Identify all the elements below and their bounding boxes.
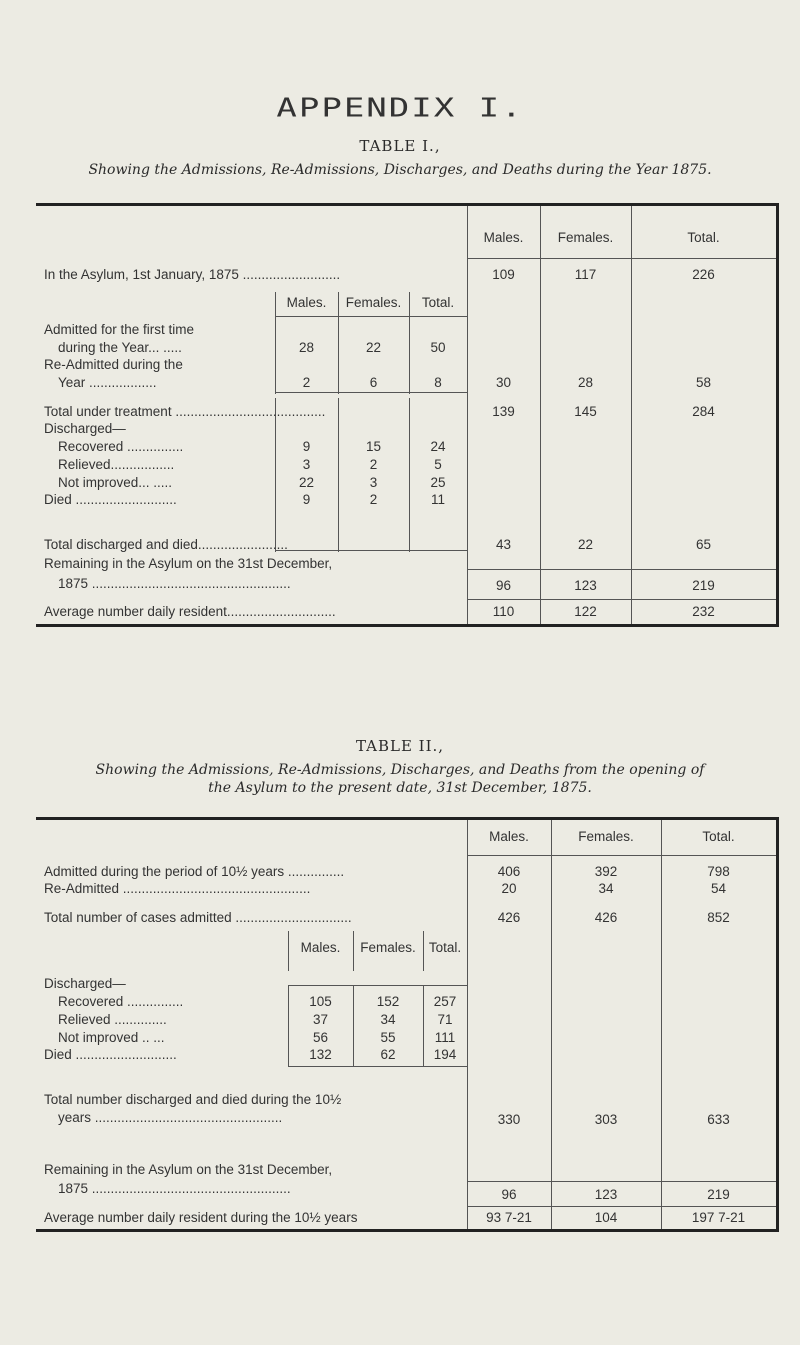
table1-under-treatment-label: Total under treatment ........................................ [44,404,326,419]
table1-subcell: 50 [430,340,446,355]
table1-readmitted-label-cont: Year .................. [58,375,157,390]
table2-cell: 633 [707,1112,730,1127]
table2-subcell: 37 [312,1012,329,1027]
table1-cell: 232 [692,604,715,619]
table2-subcell: 71 [437,1012,453,1027]
table1-subcell: 9 [302,492,311,507]
table1-header-females: Females. [557,230,614,245]
table1-subtitle: Showing the Admissions, Re-Admissions, Discharges, and Deaths during the Year 1875. [88,162,712,178]
table1-cell: 226 [692,267,715,282]
table2-remaining-label-cont: 1875 ..................................................... [58,1181,291,1196]
table2-subcell: 56 [312,1030,329,1045]
table2-cell: 852 [707,910,730,925]
table1-subcell: 11 [430,492,445,507]
table1-cell: 284 [692,404,715,419]
table2-discharged-label: Discharged— [44,976,126,991]
table1-cell: 110 [492,604,515,619]
table2-cell: 330 [497,1112,521,1127]
table2-subcell: 152 [376,994,400,1009]
table2-header-females: Females. [578,829,634,844]
table1-cell: 30 [495,375,512,390]
table1-subcell: 2 [369,457,378,472]
table2-subtitle: Showing the Admissions, Re-Admissions, Discharges, and Deaths from the opening of [95,762,705,778]
table1-cell: 122 [574,604,597,619]
table2-header-males: Males. [489,829,529,844]
table2-cell: 392 [594,864,618,879]
table1-subcell: 8 [434,375,442,390]
table2-row-label: Relieved .............. [58,1012,167,1027]
table1-in-asylum-label: In the Asylum, 1st January, 1875 .......................... [44,267,341,282]
table2-admitted-label: Admitted during the period of 10½ years ............... [44,864,345,879]
table1-subcell: 25 [430,475,446,490]
table1-header-males: Males. [483,230,524,245]
table1-subcell: 3 [302,457,311,472]
table2-row-label: Died ........................... [44,1047,177,1062]
table1-cell: 43 [495,537,512,552]
table2-cell: 96 [501,1187,517,1202]
table1-cell: 96 [495,578,512,593]
table1-discharged-label: Discharged— [44,421,126,436]
table2-subcell: 194 [433,1047,457,1062]
table1-cell: 145 [574,404,597,419]
table2-cell: 426 [594,910,618,925]
table2-cell: 219 [707,1187,730,1202]
table1-cell: 22 [577,537,594,552]
table2-cell: 20 [501,881,517,896]
table1-subcell: 3 [369,475,378,490]
table2-subheader-total: Total. [428,940,462,955]
table2-total-admitted-label: Total number of cases admitted ............................... [44,910,352,925]
table1-header-total: Total. [687,230,720,245]
table2-row-label: Not improved .. ... [58,1030,165,1045]
table2-subcell: 105 [309,994,332,1009]
table1-subcell: 24 [430,439,446,454]
table1-subcell: 6 [369,375,378,390]
table1-cell: 28 [577,375,594,390]
table1-row-label: Not improved... ..... [58,475,173,490]
appendix-title: APPENDIX I. [276,93,524,123]
table1-row-label: Died ........................... [44,492,177,507]
table2-readmitted-label: Re-Admitted .................................................. [44,881,311,896]
table2-subcell: 132 [309,1047,332,1062]
table2-average-label: Average number daily resident during the 10½ years [44,1210,358,1225]
table2-total-discharged-label: Total number discharged and died during the 10½ [44,1092,342,1107]
table2-cell: 426 [497,910,521,925]
table2-cell: 798 [707,864,730,879]
table2-cell: 303 [594,1112,618,1127]
table2-cell: 123 [594,1187,618,1202]
table2-subcell: 55 [380,1030,396,1045]
table2-cell: 104 [594,1210,618,1225]
table2-subtitle-cont: the Asylum to the present date, 31st December, 1875. [208,780,592,796]
table2-cell: 93 7-21 [486,1210,532,1225]
table1-caption: TABLE I., [359,137,441,155]
table2-cell: 197 7-21 [691,1210,746,1225]
table1-cell: 139 [492,404,515,419]
table2-caption: TABLE II., [355,737,445,755]
table1-cell: 65 [695,537,712,552]
table1-row-label: Relieved................. [58,457,175,472]
table2-cell: 54 [710,881,727,896]
table2-subcell: 257 [433,994,457,1009]
table2-cell: 406 [497,864,521,879]
table1-subheader-males: Males. [286,295,327,310]
table1-cell: 123 [574,578,597,593]
table1-average-label: Average number daily resident............................. [44,604,336,619]
table2-row-label: Recovered ............... [58,994,184,1009]
table1-row-label: Recovered ............... [58,439,184,454]
table2-header-total: Total. [702,829,735,844]
table2-subheader-females: Females. [360,940,416,955]
table2-subcell: 111 [434,1030,456,1045]
table1-subcell: 5 [434,457,442,472]
table1-remaining-label: Remaining in the Asylum on the 31st December, [44,556,333,571]
table1-readmitted-label: Re-Admitted during the [44,357,183,372]
table1-subcell: 2 [302,375,311,390]
table1-subcell: 2 [369,492,378,507]
table2-subheader-males: Males. [300,940,341,955]
table1-cell: 117 [574,267,597,282]
table1-subcell: 15 [365,439,382,454]
table1-subcell: 22 [365,340,382,355]
table2-remaining-label: Remaining in the Asylum on the 31st December, [44,1162,333,1177]
table1-cell: 58 [695,375,712,390]
table2-subcell: 62 [380,1047,396,1062]
table1-remaining-label-cont: 1875 ..................................................... [58,576,291,591]
table1-total-discharged-label: Total discharged and died........................ [44,537,288,552]
table1-subcell: 28 [298,340,315,355]
table1-admitted-label-cont: during the Year... ..... [58,340,182,355]
table1-cell: 109 [492,267,515,282]
table1-subheader-total: Total. [421,295,455,310]
table1-subheader-females: Females. [345,295,402,310]
table1-subcell: 9 [302,439,311,454]
table1-subcell: 22 [298,475,315,490]
table1-cell: 219 [692,578,715,593]
table2-cell: 34 [598,881,614,896]
table1-admitted-label: Admitted for the first time [44,322,195,337]
table2-total-discharged-label-cont: years .................................................. [58,1110,283,1125]
table2-subcell: 34 [380,1012,396,1027]
